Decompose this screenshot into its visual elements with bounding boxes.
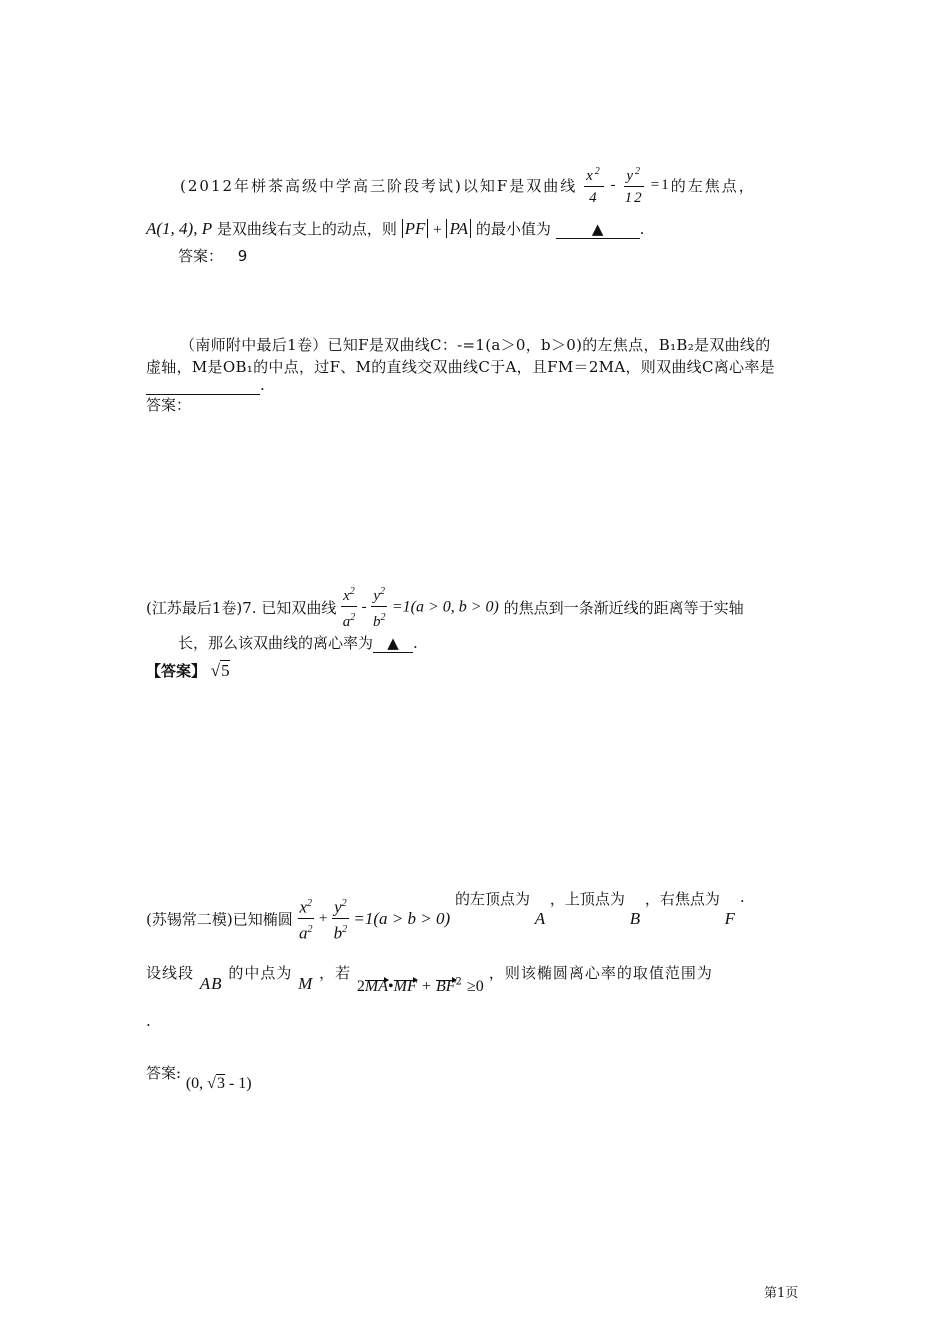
q3-line2: 长，那么该双曲线的离心率为 ▲ . bbox=[178, 634, 418, 652]
q1-source: (2012年栟茶高级中学高三阶段考试)以知F是双曲线 bbox=[180, 177, 578, 195]
q4-frac1: $\frac{x^2}{a^2}$ bbox=[298, 894, 315, 944]
q2-answer-blank bbox=[146, 376, 260, 395]
q1-answer: 答案： 9 bbox=[178, 247, 248, 265]
q4-source: (苏锡常二模)已知椭圆 bbox=[146, 910, 293, 929]
q1-frac2: $\frac{y^2}{12}$ bbox=[624, 162, 644, 209]
q3-answer-blank bbox=[373, 634, 413, 653]
q1-point: A(1, 4), P bbox=[146, 219, 213, 238]
sqrt-icon: √ bbox=[210, 661, 221, 680]
triangle-icon: ▲ bbox=[591, 220, 604, 238]
q3-frac2: $\frac{y^2}{b^2}$ bbox=[371, 582, 387, 633]
q4-vector-expression: 2MA•MF + $BF^2 \ge 0$ bbox=[356, 976, 484, 995]
q4-answer-value: (0, √3 - 1) bbox=[185, 1075, 252, 1092]
q4-line1: (苏锡常二模)已知椭圆 $\frac{x^2}{a^2}$ + $\frac{y^2}{b^2}$ =1(a > b > 0) 的左顶点为 A ，上顶点为 B ，右焦点为 F . bbox=[146, 888, 745, 943]
q4-line3: . bbox=[146, 1012, 151, 1030]
q1-line2: A(1, 4), P 是双曲线右支上的动点，则 PF + PA 的最小值为 ▲ . bbox=[146, 219, 645, 238]
q1-answer-value: 9 bbox=[237, 247, 248, 265]
page-number: 第1页 bbox=[764, 1286, 799, 1301]
q3-line1: (江苏最后1卷)7. 已知双曲线 $\frac{x^2}{a^2}$ - $\frac{y^2}{b^2}$ =1(a > 0, b > 0) 的焦点到一条渐近线的距离等于实轴 bbox=[146, 582, 744, 633]
q2-answer: 答案： bbox=[146, 396, 192, 414]
q4-line2: 设线段 AB 的中点为 M ，若 2MA•MF + $BF^2 \ge 0$ ，则该椭圆离心率的取值范围为 bbox=[146, 964, 713, 995]
q4-frac2: $\frac{y^2}{b^2}$ bbox=[332, 894, 349, 944]
q3-answer: 【答案】 √5 bbox=[146, 661, 230, 680]
q2-line2: 虚轴，M是OB₁的中点，过F、M的直线交双曲线C于A，且FM＝2MA，则双曲线C离心率是 bbox=[146, 358, 775, 376]
q2-line1: （南师附中最后1卷）已知F是双曲线C：-=1(a＞0，b＞0)的左焦点，B₁B₂是双曲线的 bbox=[180, 336, 771, 354]
q1-frac1: $\frac{x^2}{4}$ bbox=[584, 162, 604, 209]
q3-source: (江苏最后1卷)7. 已知双曲线 bbox=[146, 599, 337, 617]
q3-answer-value: 5 bbox=[221, 661, 230, 680]
q1-answer-blank bbox=[556, 220, 640, 239]
sqrt-icon: √ bbox=[207, 1075, 216, 1092]
q2-blank-line: . bbox=[146, 376, 265, 395]
q3-frac1: $\frac{x^2}{a^2}$ bbox=[341, 582, 357, 633]
q4-answer: 答案: (0, √3 - 1) bbox=[146, 1064, 252, 1092]
triangle-icon: ▲ bbox=[387, 634, 399, 652]
q1-line1: (2012年栟茶高级中学高三阶段考试)以知F是双曲线 $\frac{x^2}{4}$ - $\frac{y^2}{12}$ =1的左焦点， bbox=[180, 162, 756, 209]
